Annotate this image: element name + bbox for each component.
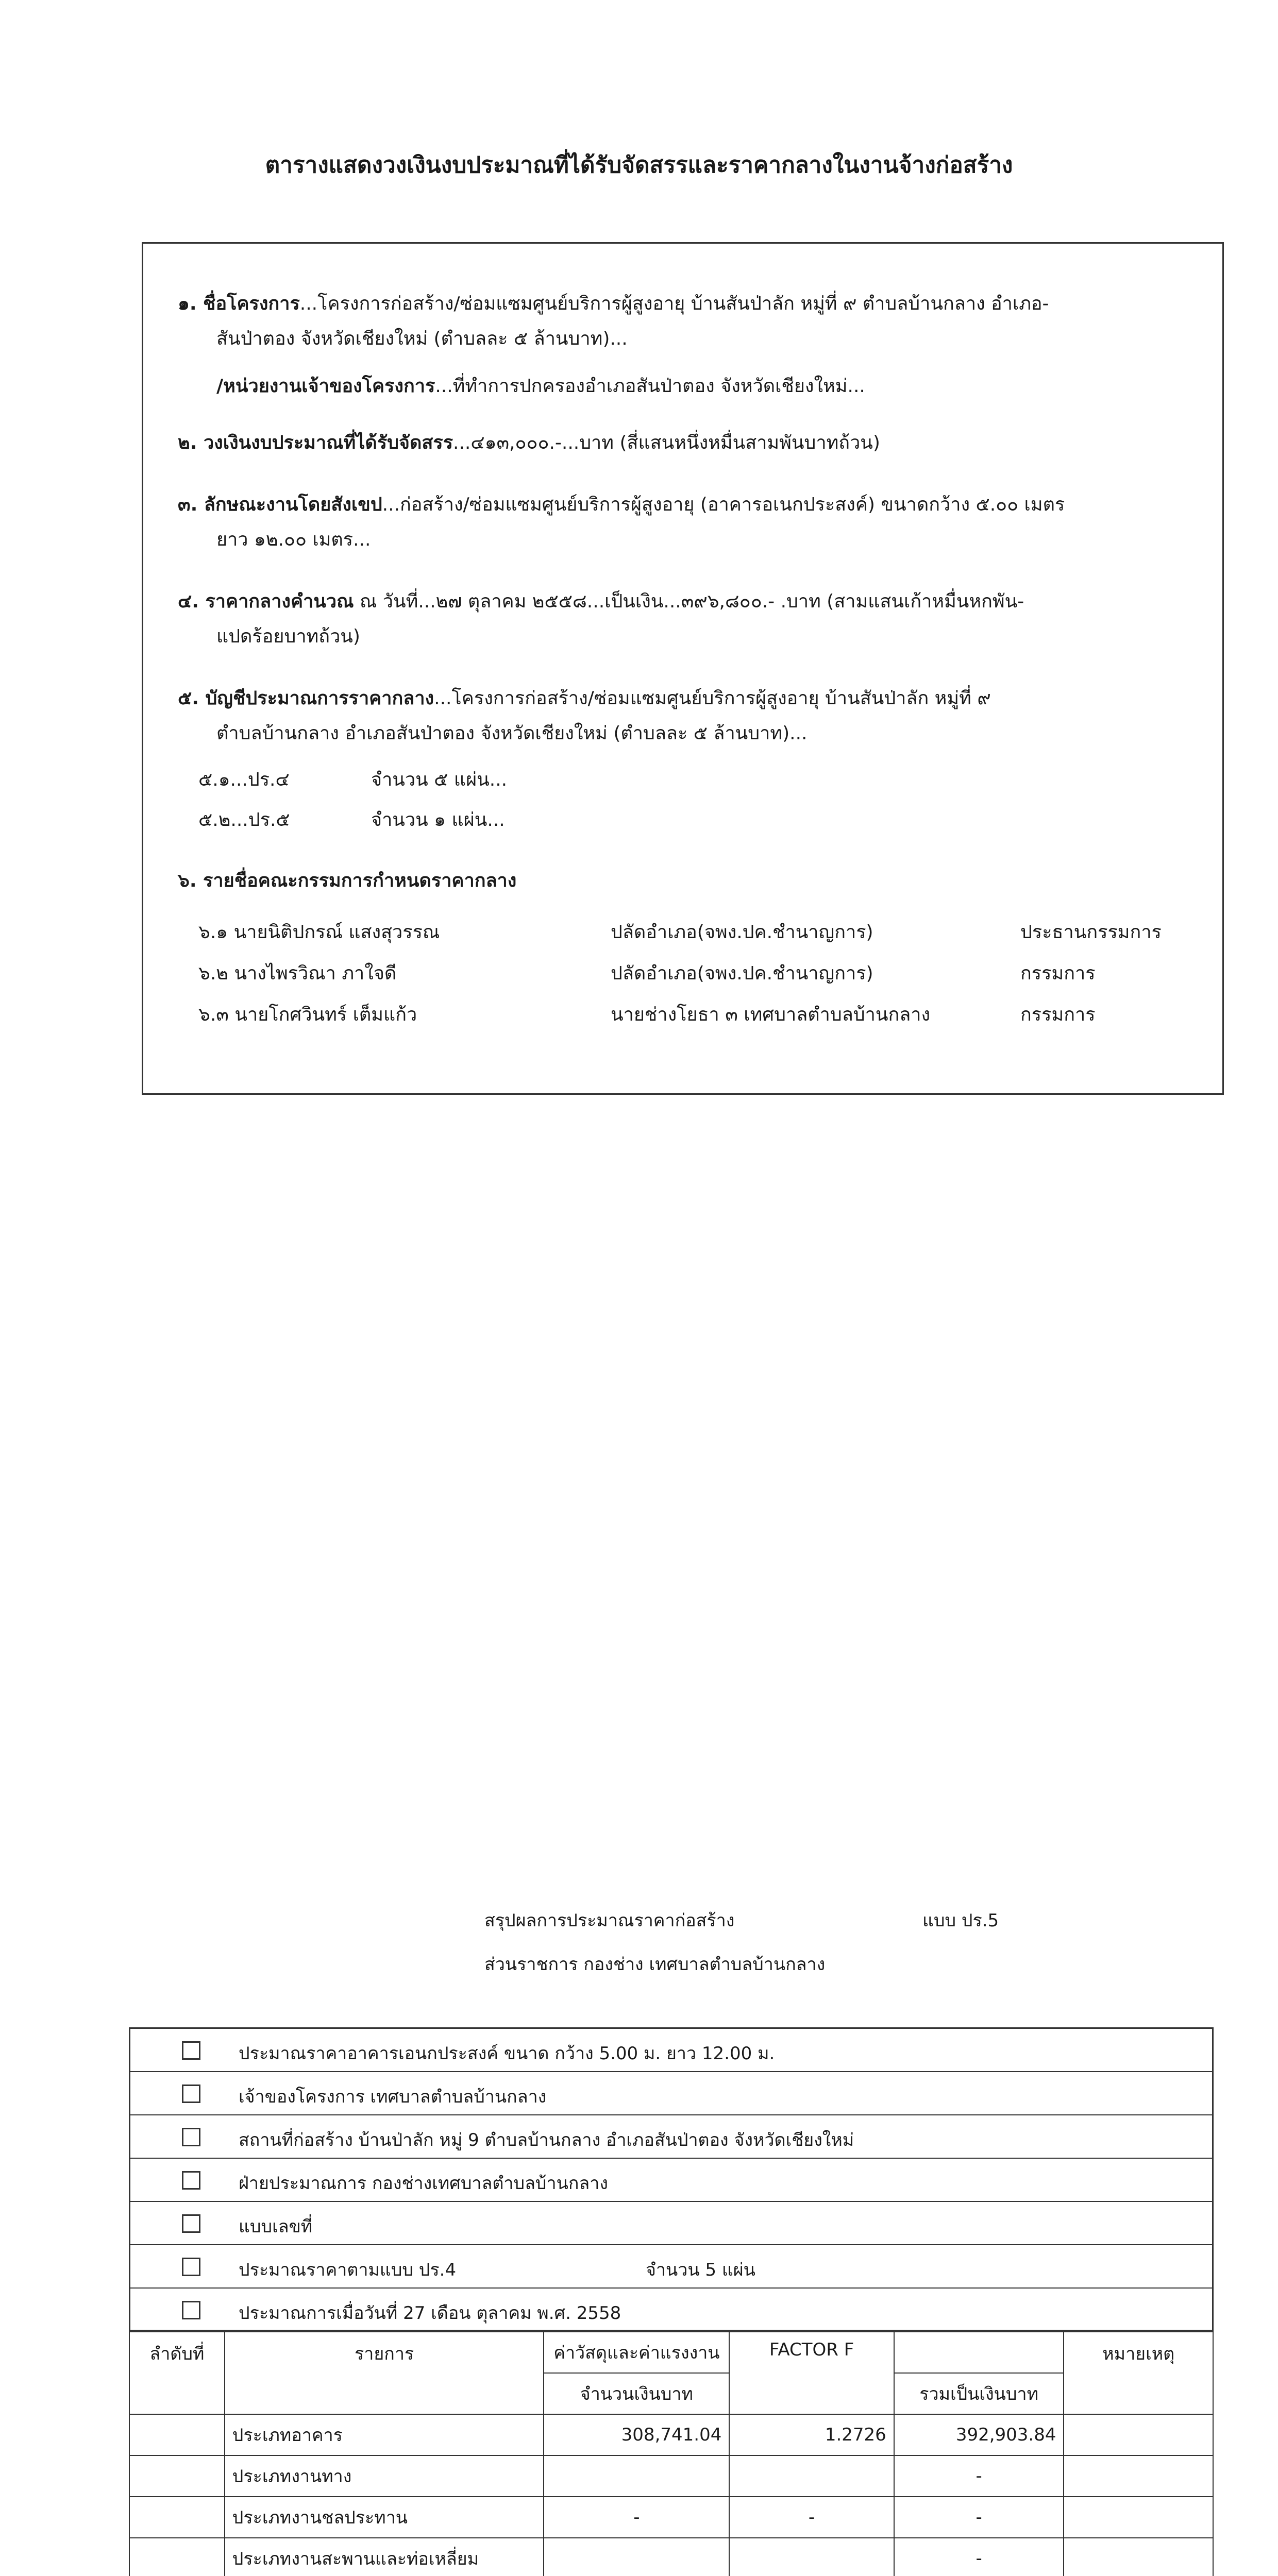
table-row <box>129 2414 1213 2455</box>
section-3 <box>178 489 1065 520</box>
checkbox-icon[interactable] <box>182 2084 200 2103</box>
committee-1-name: ๖.๑ นายนิติปกรณ์ แสงสุวรรณ <box>198 922 440 943</box>
header-remark: หมายเหตุ <box>1064 2332 1213 2414</box>
section-4-text: ณ วันที่...๒๗ ตุลาคม ๒๕๕๘...เป็นเงิน...๓๙๖,๘๐๐.- .บาท (สามแสนเก้าหมื่นหกพัน- <box>354 591 1024 612</box>
cell-item: ประเภทงานทาง <box>225 2455 544 2497</box>
summary-title: สรุปผลการประมาณราคาก่อสร้าง <box>484 1910 735 1931</box>
cell-factor <box>729 2538 894 2576</box>
table-row <box>129 2497 1213 2538</box>
section-2-text: ...๔๑๓,๐๐๐.-...บาท (สี่แสนหนึ่งหมื่นสามพันบาทถ้วน) <box>453 432 880 453</box>
section-4-text-cont: แปดร้อยบาทถ้วน) <box>216 626 360 647</box>
header-no: ลำดับที่ <box>129 2332 225 2414</box>
committee-3-name: ๖.๓ นายโกศวินทร์ เต็มแก้ว <box>198 1004 417 1025</box>
committee-3-role: กรรมการ <box>1020 1004 1096 1025</box>
header-total-sub: รวมเป็นเงินบาท <box>894 2373 1064 2414</box>
section-3-text-cont: ยาว ๑๒.๐๐ เมตร... <box>216 529 371 550</box>
cost-summary-table <box>129 2331 1214 2576</box>
cell-no <box>129 2455 225 2497</box>
cell-no <box>129 2497 225 2538</box>
checklist-text: ประมาณราคาอาคารเอนกประสงค์ ขนาด กว้าง 5.00 ม. ยาว 12.00 ม. <box>239 2043 775 2064</box>
section-4-label: ๔. ราคากลางคำนวณ <box>178 591 354 612</box>
section-2-label: ๒. วงเงินงบประมาณที่ได้รับจัดสรร <box>178 432 453 453</box>
checklist-text: ประมาณราคาตามแบบ ปร.4 <box>239 2260 457 2280</box>
cell-cost: 308,741.04 <box>544 2414 729 2455</box>
committee-1-role: ประธานกรรมการ <box>1020 922 1162 943</box>
section-1-text-cont: สันป่าตอง จังหวัดเชียงใหม่ (ตำบลละ ๕ ล้านบาท)... <box>216 328 628 349</box>
section-6-label: ๖. รายชื่อคณะกรรมการกำหนดราคากลาง <box>178 870 517 891</box>
form-item-1-count: จำนวน ๕ แผ่น... <box>371 769 508 790</box>
committee-2-name: ๖.๒ นางไพรวิณา ภาใจดี <box>198 963 397 984</box>
checkbox-icon[interactable] <box>182 2258 200 2276</box>
section-5-label: ๕. บัญชีประมาณการราคากลาง <box>178 688 434 709</box>
cell-factor: 1.2726 <box>729 2414 894 2455</box>
cell-factor <box>729 2455 894 2497</box>
checklist-row <box>130 2115 1212 2159</box>
checklist-text: เจ้าของโครงการ เทศบาลตำบลบ้านกลาง <box>239 2087 547 2107</box>
checklist-row <box>130 2202 1212 2245</box>
section-1 <box>178 289 1049 319</box>
cell-total: - <box>894 2538 1064 2576</box>
table-header-row <box>129 2332 1213 2373</box>
cell-no <box>129 2414 225 2455</box>
agency-line: ส่วนราชการ กองช่าง เทศบาลตำบลบ้านกลาง <box>484 1954 826 1975</box>
page-title: ตารางแสดงวงเงินงบประมาณที่ได้รับจัดสรรและราคากลางในงานจ้างก่อสร้าง <box>265 152 1013 178</box>
cell-total: - <box>894 2455 1064 2497</box>
checkbox-icon[interactable] <box>182 2128 200 2146</box>
section-2 <box>178 428 880 459</box>
header-total-top <box>894 2332 1064 2373</box>
form-item-1-code: ๕.๑...ปร.๔ <box>198 769 290 790</box>
form-item-2-code: ๕.๒...ปร.๕ <box>198 809 290 831</box>
committee-2-role: กรรมการ <box>1020 963 1096 984</box>
header-cost-sub: จำนวนเงินบาท <box>544 2373 729 2414</box>
checklist-text: สถานที่ก่อสร้าง บ้านป่าลัก หมู่ 9 ตำบลบ้านกลาง อำเภอสันป่าตอง จังหวัดเชียงใหม่ <box>239 2130 854 2150</box>
cell-item: ประเภทอาคาร <box>225 2414 544 2455</box>
header-cost: ค่าวัสดุและค่าแรงงาน <box>544 2332 729 2373</box>
cell-total: 392,903.84 <box>894 2414 1064 2455</box>
cell-no <box>129 2538 225 2576</box>
checklist-row <box>130 2245 1212 2289</box>
cell-remark <box>1064 2497 1213 2538</box>
owner-label: /หน่วยงานเจ้าของโครงการ <box>216 376 435 397</box>
cell-cost: - <box>544 2497 729 2538</box>
header-item: รายการ <box>225 2332 544 2414</box>
checklist-extra: จำนวน 5 แผ่น <box>646 2260 755 2280</box>
committee-2-position: ปลัดอำเภอ(จพง.ปค.ชำนาญการ) <box>611 963 873 984</box>
owner-text: ...ที่ทำการปกครองอำเภอสันป่าตอง จังหวัดเชียงใหม่... <box>435 376 865 397</box>
cell-remark <box>1064 2414 1213 2455</box>
section-3-text: ...ก่อสร้าง/ซ่อมแซมศูนย์บริการผู้สูงอายุ (อาคารอเนกประสงค์) ขนาดกว้าง ๕.๐๐ เมตร <box>382 494 1065 515</box>
checklist-row <box>130 2159 1212 2202</box>
committee-1-position: ปลัดอำเภอ(จพง.ปค.ชำนาญการ) <box>611 922 873 943</box>
section-5-text: ...โครงการก่อสร้าง/ซ่อมแซมศูนย์บริการผู้สูงอายุ บ้านสันป่าลัก หมู่ที่ ๙ <box>434 688 991 709</box>
committee-3-position: นายช่างโยธา ๓ เทศบาลตำบลบ้านกลาง <box>611 1004 931 1025</box>
cell-cost <box>544 2538 729 2576</box>
checkbox-icon[interactable] <box>182 2301 200 2319</box>
cell-remark <box>1064 2538 1213 2576</box>
table-row <box>129 2538 1213 2576</box>
form-item-2-count: จำนวน ๑ แผ่น... <box>371 809 505 831</box>
checklist-row <box>130 2289 1212 2332</box>
checklist-row <box>130 2072 1212 2115</box>
cell-item: ประเภทงานชลประทาน <box>225 2497 544 2538</box>
cell-remark <box>1064 2455 1213 2497</box>
cell-factor: - <box>729 2497 894 2538</box>
checklist-text: ฝ่ายประมาณการ กองช่างเทศบาลตำบลบ้านกลาง <box>239 2173 608 2194</box>
checklist-text: ประมาณการเมื่อวันที่ 27 เดือน ตุลาคม พ.ศ. 2558 <box>239 2303 621 2324</box>
cell-cost <box>544 2455 729 2497</box>
section-5 <box>178 683 991 714</box>
checklist-text: แบบเลขที่ <box>239 2216 313 2237</box>
checkbox-icon[interactable] <box>182 2041 200 2060</box>
checklist-row <box>130 2029 1212 2072</box>
header-factor: FACTOR F <box>729 2332 894 2414</box>
checkbox-icon[interactable] <box>182 2171 200 2190</box>
checkbox-icon[interactable] <box>182 2214 200 2233</box>
project-checklist <box>129 2027 1214 2331</box>
section-3-label: ๓. ลักษณะงานโดยสังเขป <box>178 494 382 515</box>
section-1-owner <box>216 371 865 402</box>
table-row <box>129 2455 1213 2497</box>
cell-total: - <box>894 2497 1064 2538</box>
section-1-label: ๑. ชื่อโครงการ <box>178 293 300 314</box>
cell-item: ประเภทงานสะพานและท่อเหลี่ยม <box>225 2538 544 2576</box>
section-1-text: ...โครงการก่อสร้าง/ซ่อมแซมศูนย์บริการผู้สูงอายุ บ้านสันป่าลัก หมู่ที่ ๙ ตำบลบ้านกลาง อำเภอ- <box>299 293 1049 314</box>
section-4 <box>178 586 1024 617</box>
section-5-text-cont: ตำบลบ้านกลาง อำเภอสันป่าตอง จังหวัดเชียงใหม่ (ตำบลละ ๕ ล้านบาท)... <box>216 723 808 744</box>
form-number: แบบ ปร.5 <box>922 1910 999 1931</box>
